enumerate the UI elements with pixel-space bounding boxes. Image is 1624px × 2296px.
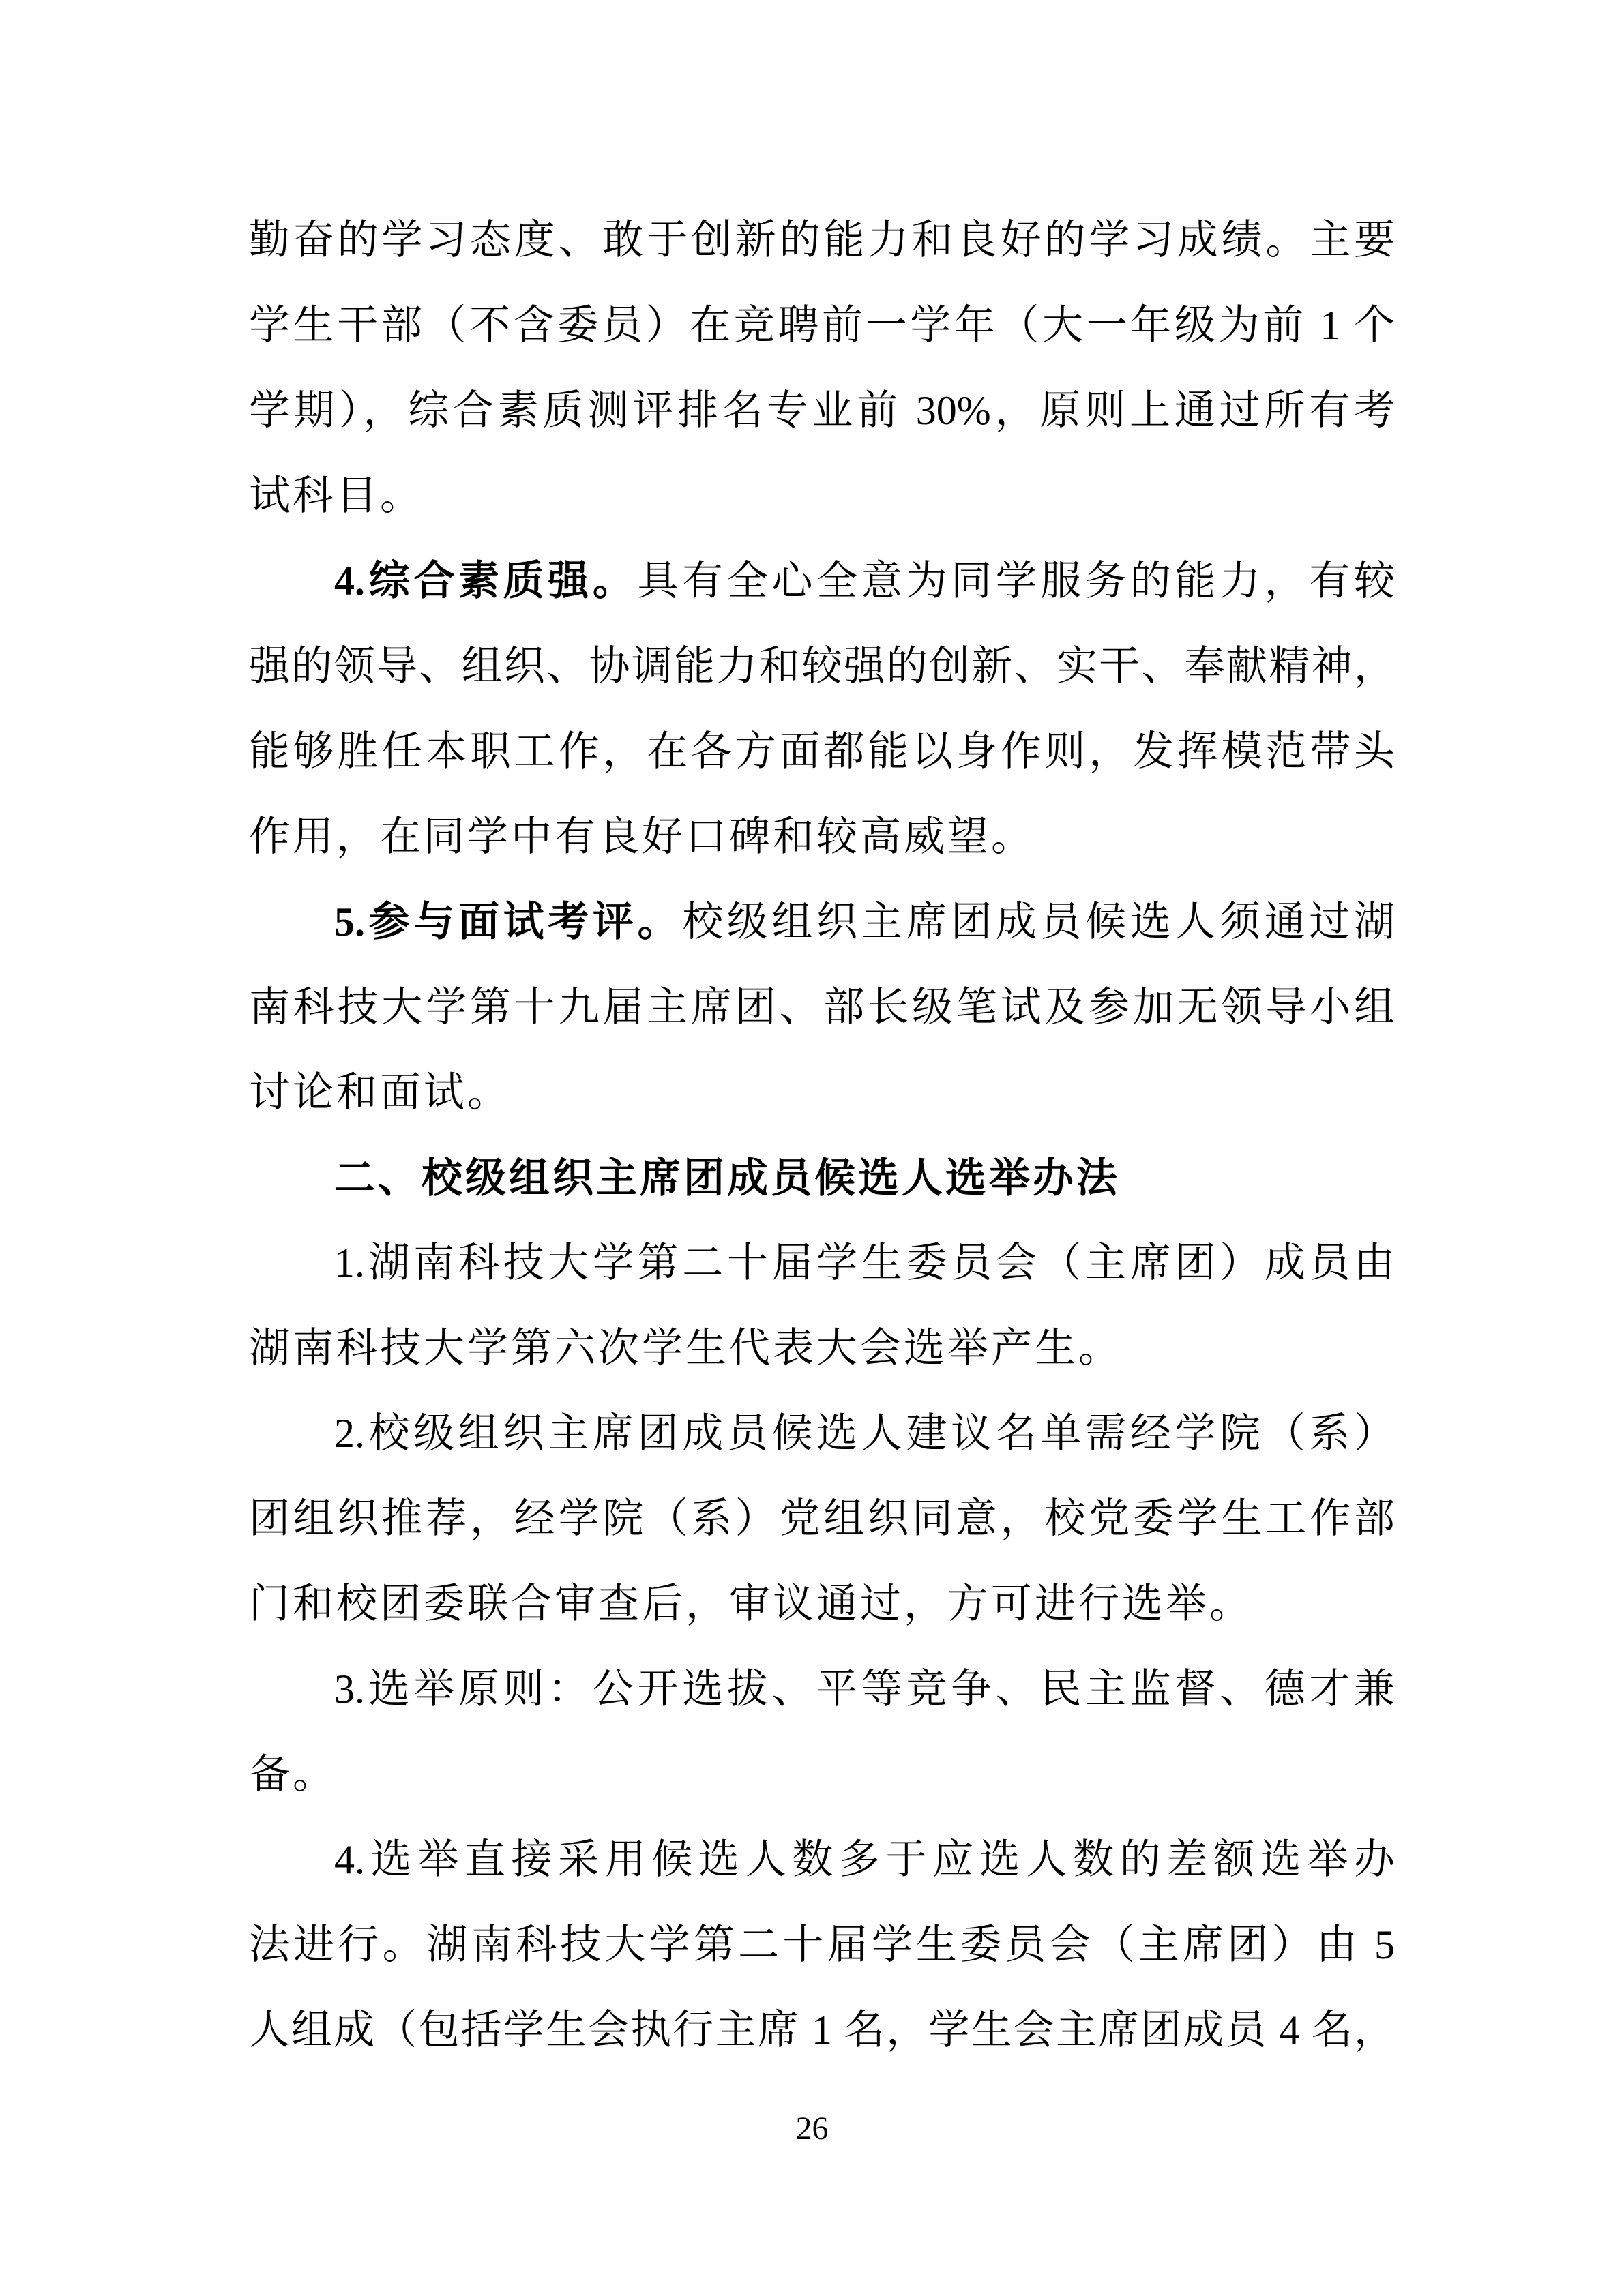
text-line: [249, 624, 1395, 709]
text-line: [249, 1732, 1395, 1817]
page-number: 26: [795, 2111, 829, 2147]
text-line: [249, 198, 1395, 283]
body-text-segment: 作用，在同学中有良好口碑和较高威望。: [249, 814, 1035, 859]
text-line: [249, 880, 1395, 965]
section-heading: [249, 1135, 1395, 1221]
text-line: [249, 1647, 1395, 1732]
emphasis-text-segment: 4.综合素质强。: [334, 558, 638, 603]
text-line: [249, 1391, 1395, 1476]
body-text-segment: 法进行。湖南科技大学第二十届学生委员会（主席团）由 5: [249, 1922, 1395, 1967]
text-line: [249, 709, 1395, 794]
text-line: [249, 283, 1395, 368]
emphasis-text-segment: 5.参与面试考评。: [334, 899, 683, 944]
text-line: [249, 539, 1395, 624]
body-text-segment: 门和校团委联合审查后，审议通过，方可进行选举。: [249, 1581, 1253, 1626]
body-text-segment: 学期），综合素质测评排名专业前 30%，原则上通过所有考: [249, 388, 1395, 433]
body-text-segment: 2.校级组织主席团成员候选人建议名单需经学院（系）: [334, 1411, 1395, 1456]
text-line: [249, 1903, 1395, 1988]
body-text-segment: 4.选举直接采用候选人数多于应选人数的差额选举办: [334, 1837, 1395, 1882]
body-text-segment: 团组织推荐，经学院（系）党组织同意，校党委学生工作部: [249, 1496, 1395, 1541]
text-line: [249, 965, 1395, 1050]
body-text-segment: 备。: [249, 1752, 336, 1797]
body-text-segment: 南科技大学第十九届主席团、部长级笔试及参加无领导小组: [249, 985, 1395, 1030]
body-text-segment: 能够胜任本职工作，在各方面都能以身作则，发挥模范带头: [249, 729, 1395, 774]
text-line: [249, 368, 1395, 453]
text-line: [249, 1050, 1395, 1135]
body-text-segment: 试科目。: [249, 473, 424, 518]
text-line: [249, 1988, 1395, 2073]
body-text-segment: 1.湖南科技大学第二十届学生委员会（主席团）成员由: [334, 1240, 1395, 1285]
body-text-segment: 强的领导、组织、协调能力和较强的创新、实干、奉献精神，: [249, 644, 1395, 689]
text-line: [249, 1221, 1395, 1306]
body-text-segment: 学生干部（不含委员）在竞聘前一学年（大一年级为前 1 个: [249, 303, 1395, 348]
text-line: [249, 1476, 1395, 1562]
body-text-segment: 人组成（包括学生会执行主席 1 名，学生会主席团成员 4 名，: [249, 2008, 1395, 2053]
text-line: [249, 1562, 1395, 1647]
body-text-segment: 勤奋的学习态度、敢于创新的能力和良好的学习成绩。主要: [249, 218, 1395, 263]
body-text-segment: 湖南科技大学第六次学生代表大会选举产生。: [249, 1326, 1122, 1371]
body-text-segment: 讨论和面试。: [249, 1070, 511, 1115]
emphasis-text-segment: 二、校级组织主席团成员候选人选举办法: [334, 1155, 1120, 1201]
body-text-segment: 3.选举原则：公开选拔、平等竞争、民主监督、德才兼: [334, 1667, 1395, 1712]
text-line: [249, 1306, 1395, 1391]
body-text-segment: 校级组织主席团成员候选人须通过湖: [682, 899, 1396, 944]
text-line: [249, 794, 1395, 880]
body-text-segment: 具有全心全意为同学服务的能力，有较: [637, 558, 1396, 603]
text-line: [249, 1817, 1395, 1903]
text-line: [249, 453, 1395, 539]
document-body: [249, 198, 1395, 2073]
